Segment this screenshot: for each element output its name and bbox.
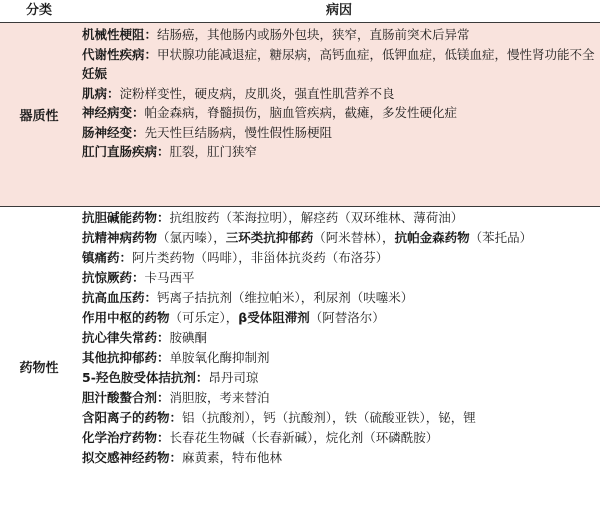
cause-text: 麻黄素，特布他林 [182,450,283,465]
cause-row-mechanical-obstruction [82,25,596,45]
cause-text: 淀粉样变性，硬皮病，皮肌炎，强直性肌营养不良 [119,85,395,101]
cause-row-neuropathy [82,103,596,123]
cause-text: （阿米替林）， [313,230,395,245]
cause-text: （可乐定）， [169,310,239,325]
cause-label: 妊娠 [82,66,108,81]
cause-text: 甲状腺功能减退症，糖尿病，高钙血症，低钾血症，低镁血症，慢性肾功能不全 [157,46,595,62]
cause-text: 昂丹司琼 [208,370,259,385]
cause-label: 拟交感神经药物： [82,450,183,465]
cause-label: 肌病： [82,85,120,101]
cause-row-antihypertensive [82,288,596,308]
cause-label: 化学治疗药物： [82,430,170,445]
cause-label: β受体阻滞剂 [238,310,310,325]
cause-row-metabolic [82,45,596,65]
cause-label: 5-羟色胺受体拮抗剂： [82,370,209,385]
cause-text: 先天性巨结肠病，慢性假性肠梗阻 [144,124,333,140]
cause-row-antiarrhythmic [82,328,596,348]
cause-row-bile-acid-sequestrant [82,388,596,408]
cause-label: 作用中枢的药物 [82,310,170,325]
cause-text: 钙离子拮抗剂（维拉帕米），利尿剂（呋噻米） [157,290,414,305]
cause-text: （苯托品） [469,230,533,245]
cause-text: 铝（抗酸剂），钙（抗酸剂），铁（硫酸亚铁），铋，锂 [182,410,476,425]
cause-label: 胆汁酸螯合剂： [82,390,170,405]
cause-row-enteric-nerve [82,123,596,143]
cause-text: 胺碘酮 [169,330,208,345]
cause-text: 单胺氧化酶抑制剂 [169,350,270,365]
cause-row-psychiatric [82,228,596,248]
cause-row-pregnancy [82,64,596,84]
cause-text: 肛裂，肛门狭窄 [169,144,258,159]
cause-row-sympathomimetic [82,448,596,468]
organic-items [82,25,596,162]
organic-group [0,23,600,207]
cause-label: 其他抗抑郁药： [82,350,170,365]
cause-label: 抗心律失常药： [82,330,170,345]
cause-label: 三环类抗抑郁药 [225,230,314,245]
cause-row-analgesic [82,248,596,268]
cause-label: 抗高血压药： [82,290,158,305]
cause-text: 结肠癌，其他肠内或肠外包块，狭窄，直肠前突术后异常 [157,27,470,42]
cause-label: 肠神经变： [82,124,145,140]
cause-label: 含阳离子的药物： [82,410,183,425]
cause-text: 卡马西平 [144,270,195,285]
cause-label: 抗惊厥药： [82,270,145,285]
cause-row-anticholinergic [82,208,596,228]
header-cause: 病因 [325,3,352,18]
cause-row-anorectal [82,142,596,162]
cause-row-other-antidepressant [82,348,596,368]
cause-row-myopathy [82,84,596,104]
cause-row-cation-containing [82,408,596,428]
cause-row-central-acting [82,308,596,328]
cause-label: 抗精神病药物 [82,230,158,245]
cause-text: 阿片类药物（吗啡），非甾体抗炎药（布洛芬） [132,250,389,265]
cause-label: 肛门直肠疾病： [82,144,170,159]
category-drug: 药物性 [19,360,59,376]
cause-row-anticonvulsant [82,268,596,288]
cause-text: （氯丙嗪）， [157,230,226,245]
header-category: 分类 [25,3,52,18]
cause-row-5ht-antagonist [82,368,596,388]
cause-label: 代谢性疾病： [82,46,158,62]
table-header [0,0,600,23]
cause-row-chemotherapy [82,428,596,448]
cause-label: 机械性梗阻： [82,27,158,42]
cause-text: （阿替洛尔） [309,310,385,325]
cause-text: 长春花生物碱（长春新碱），烷化剂（环磷酰胺） [169,430,439,445]
drug-group [0,207,600,525]
cause-label: 神经病变： [82,105,145,120]
category-organic: 器质性 [19,109,59,124]
cause-text: 抗组胺药（苯海拉明），解痉药（双环维林、薄荷油） [169,210,464,225]
cause-label: 镇痛药： [82,250,133,265]
cause-text: 消胆胺，考来替泊 [169,390,270,405]
cause-label: 抗胆碱能药物： [82,210,170,225]
cause-label: 抗帕金森药物 [394,230,470,245]
drug-items [82,208,596,468]
cause-text: 帕金森病，脊髓损伤，脑血管疾病，截瘫，多发性硬化症 [144,105,458,120]
